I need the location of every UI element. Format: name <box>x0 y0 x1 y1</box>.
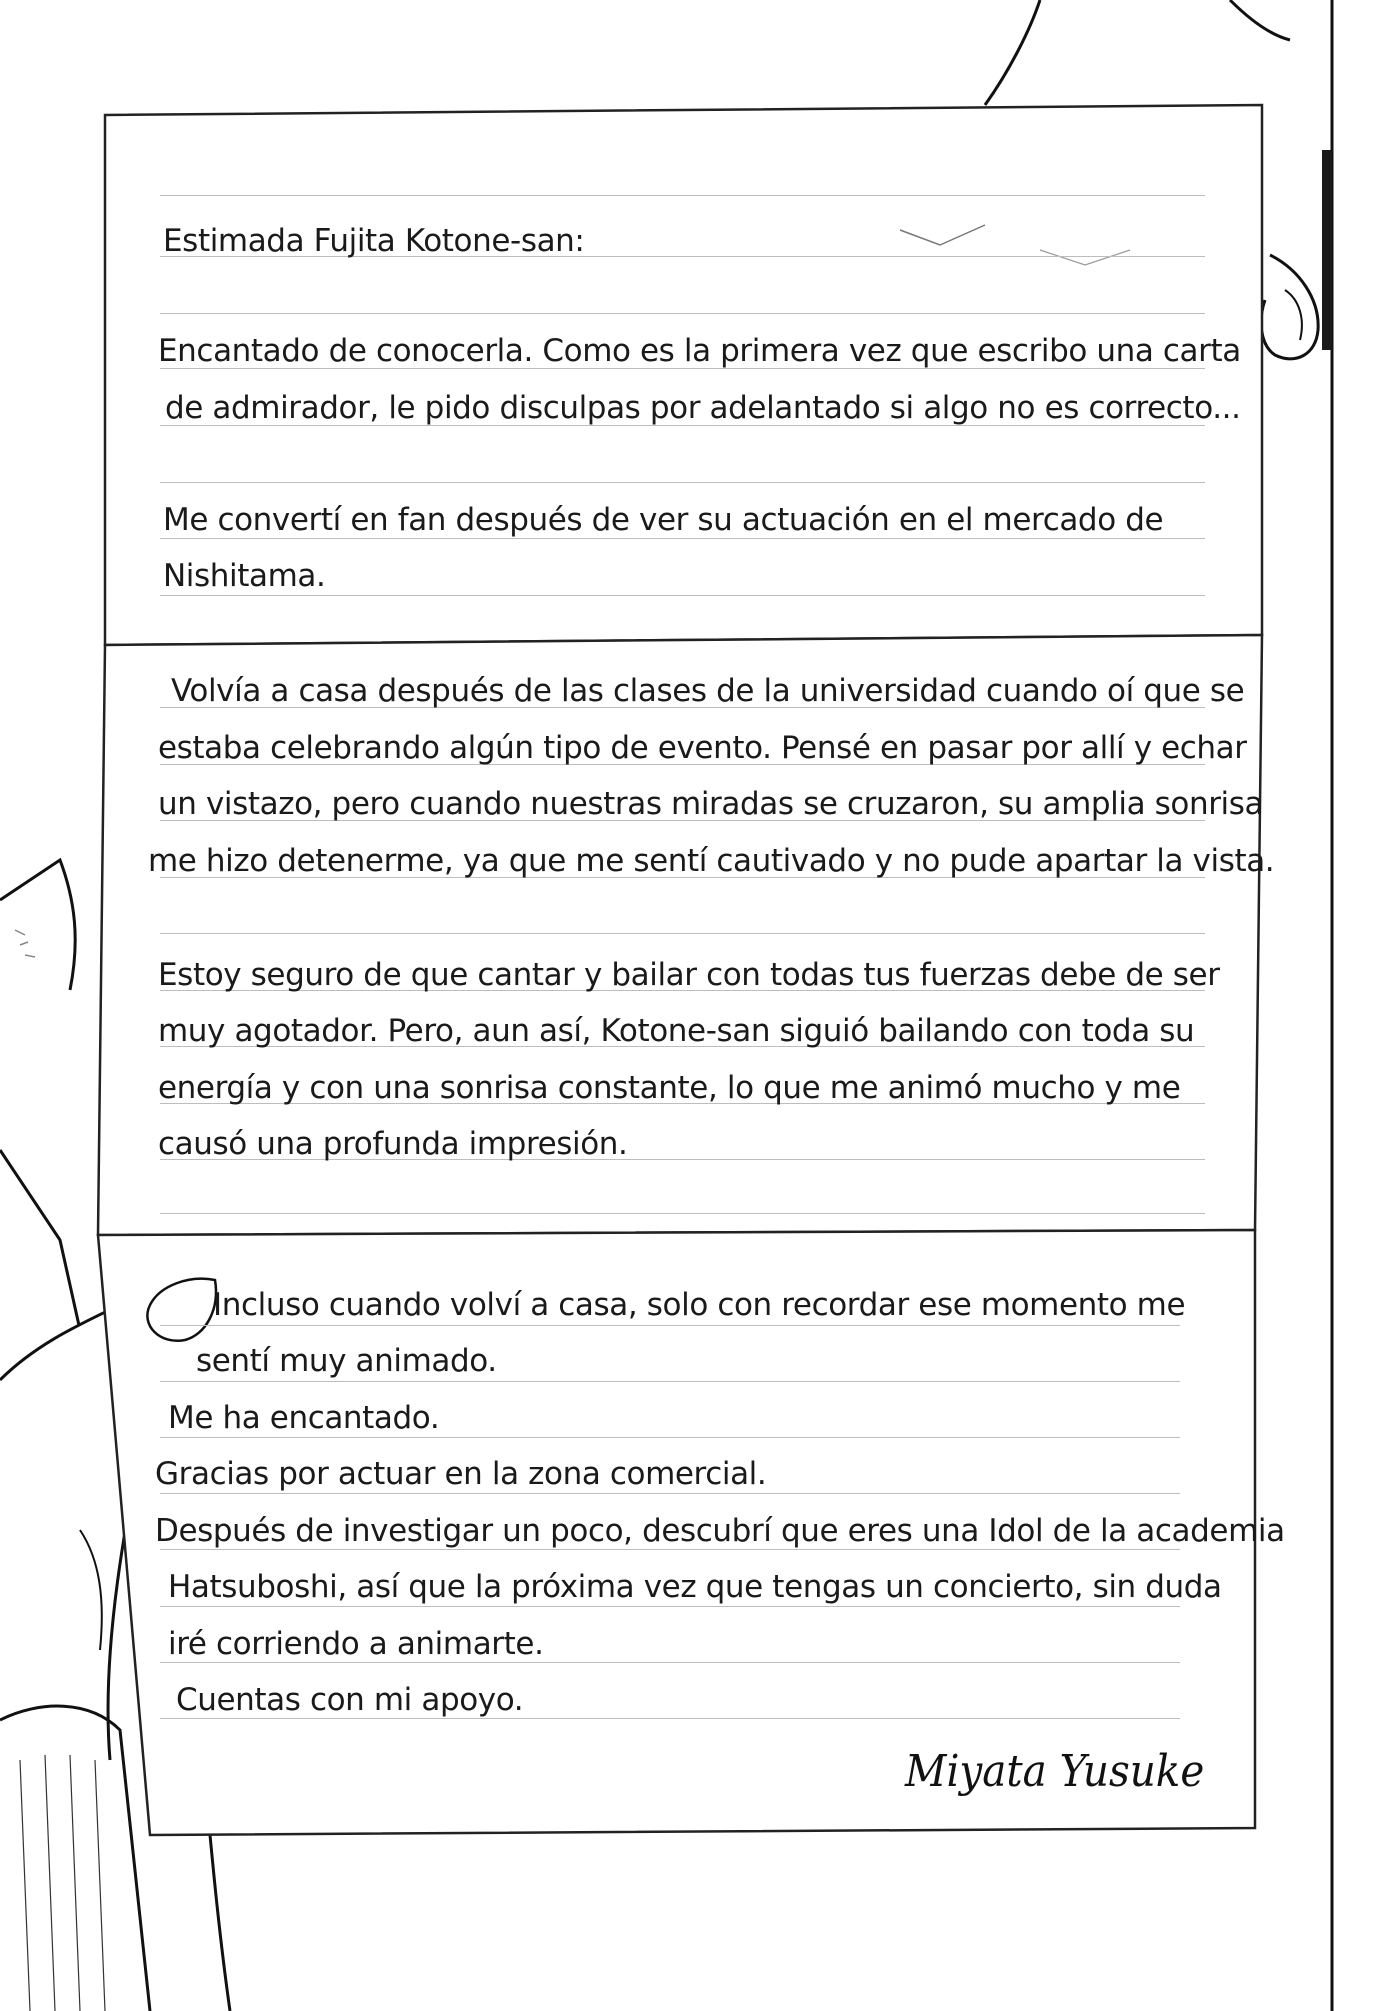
letter-line: Estoy seguro de que cantar y bailar con todas tus fuerzas debe de ser <box>158 957 1220 993</box>
letter-greeting: Estimada Fujita Kotone-san: <box>163 223 585 259</box>
letter-line: Gracias por actuar en la zona comercial. <box>155 1456 767 1492</box>
finger-top-right <box>1261 255 1318 359</box>
letter-signature: Miyata Yusuke <box>905 1746 1205 1797</box>
rule-line <box>160 482 1205 483</box>
rule-line <box>160 195 1205 196</box>
rule-line <box>160 1662 1180 1663</box>
rule-line <box>160 1325 1180 1326</box>
letter-line: me hizo detenerme, ya que me sentí cautivado y no pude apartar la vista. <box>148 843 1275 879</box>
rule-line <box>160 1381 1180 1382</box>
left-sleeve-top <box>0 860 75 990</box>
letter-line: Me ha encantado. <box>168 1400 440 1436</box>
letter-line: energía y con una sonrisa constante, lo que me animó mucho y me <box>158 1070 1181 1106</box>
rule-line <box>160 1213 1205 1214</box>
letter-line: muy agotador. Pero, aun así, Kotone-san siguió bailando con toda su <box>158 1013 1195 1049</box>
letter-line: Nishitama. <box>163 558 326 594</box>
letter-line: iré corriendo a animarte. <box>168 1626 544 1662</box>
rule-line <box>160 1549 1180 1550</box>
rule-line <box>160 1718 1180 1719</box>
rule-line <box>160 1493 1180 1494</box>
letter-line: de admirador, le pido disculpas por adelantado si algo no es correcto... <box>165 390 1241 426</box>
left-cuff <box>0 1706 150 2011</box>
letter-line: Encantado de conocerla. Como es la primera vez que escribo una carta <box>158 333 1241 369</box>
letter-line: estaba celebrando algún tipo de evento. Pensé en pasar por allí y echar <box>158 730 1247 766</box>
letter-line: Incluso cuando volví a casa, solo con recordar ese momento me <box>213 1287 1186 1323</box>
letter-line: causó una profunda impresión. <box>158 1126 628 1162</box>
letter-line: Cuentas con mi apoyo. <box>176 1682 524 1718</box>
rule-line <box>160 538 1205 539</box>
letter-line: Volvía a casa después de las clases de la universidad cuando oí que se <box>171 673 1245 709</box>
letter-line: un vistazo, pero cuando nuestras miradas se cruzaron, su amplia sonrisa <box>158 786 1264 822</box>
letter-line: Después de investigar un poco, descubrí que eres una Idol de la academia <box>155 1513 1285 1549</box>
letter-line: Hatsuboshi, así que la próxima vez que tengas un concierto, sin duda <box>168 1569 1222 1605</box>
rule-line <box>160 933 1205 934</box>
letter-line: Me convertí en fan después de ver su actuación en el mercado de <box>163 502 1164 538</box>
hair-shadow <box>1322 150 1332 350</box>
rule-line <box>160 1437 1180 1438</box>
letter-line: sentí muy animado. <box>196 1343 497 1379</box>
rule-line <box>160 313 1205 314</box>
hand-top-outline <box>985 0 1040 105</box>
rule-line <box>160 595 1205 596</box>
rule-line <box>160 1606 1180 1607</box>
